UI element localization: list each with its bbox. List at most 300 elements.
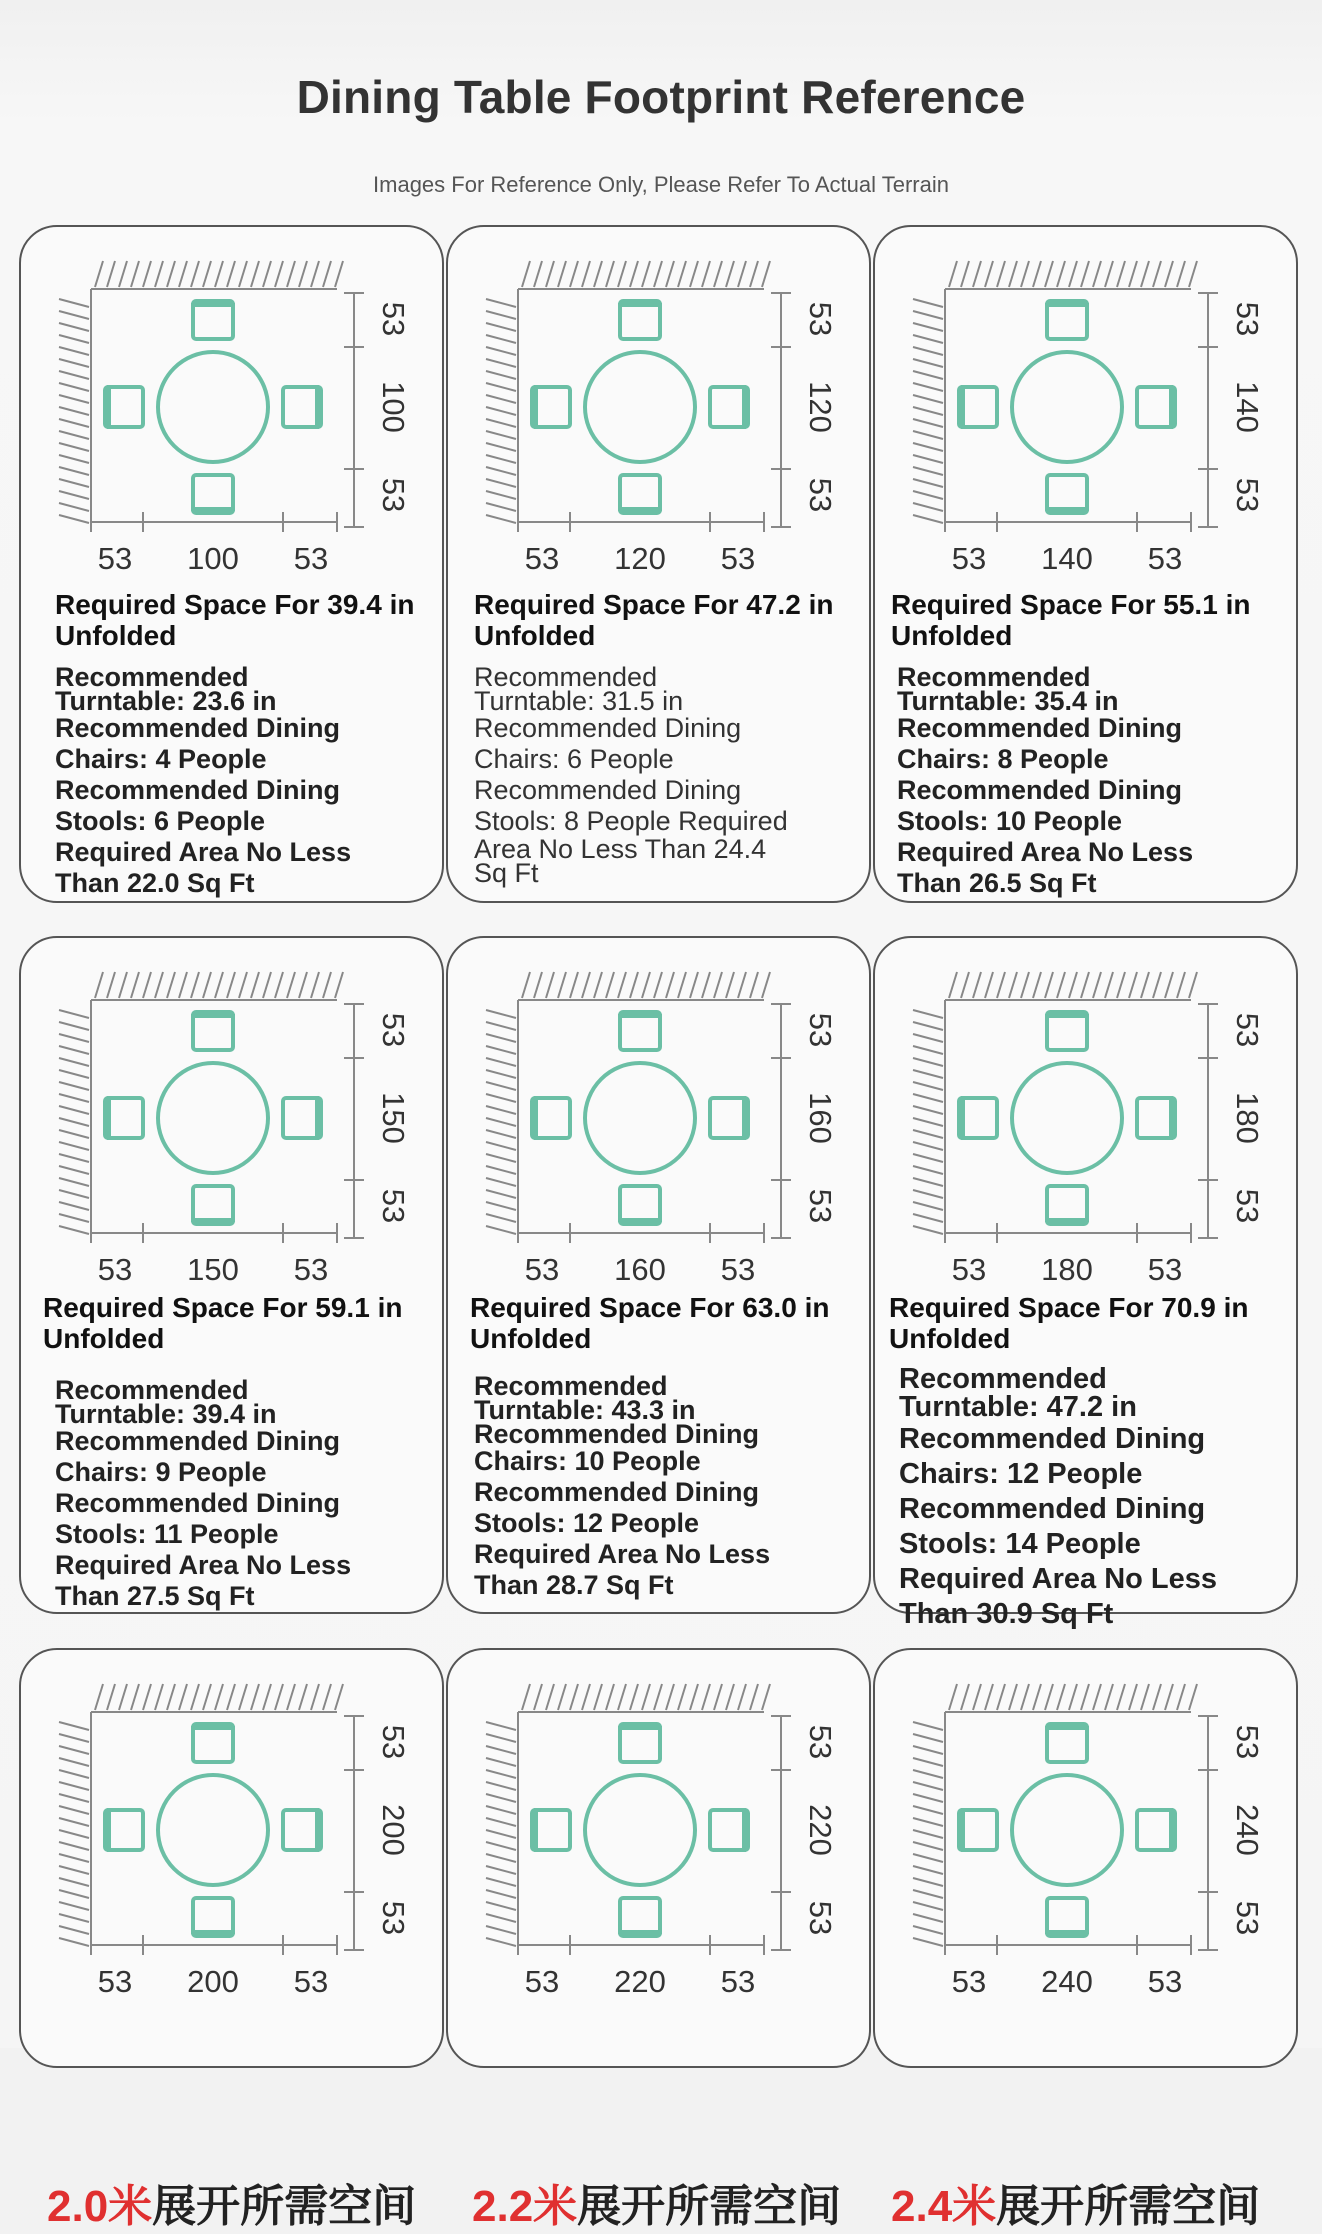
hatch-mark [143,261,151,287]
hatch-mark [263,1684,271,1710]
hatch-mark [486,1794,516,1802]
hatch-mark [1069,972,1077,998]
hatch-mark [486,491,516,499]
hatch-mark [913,455,943,463]
hatch-mark [690,261,698,287]
hatch-mark [997,972,1005,998]
hatch-mark [251,1684,259,1710]
dimension-label: 53 [720,1252,756,1287]
hatch-mark [59,1770,89,1778]
hatch-mark [1177,972,1185,998]
dimension-label: 53 [720,1964,756,1999]
hatch-mark [738,972,746,998]
hatch-mark [913,1866,943,1874]
hatch-mark [251,972,259,998]
hatch-mark [131,972,139,998]
hatch-mark [1141,1684,1149,1710]
dimension-label: 53 [1147,1252,1183,1287]
dimension-label: 53 [376,1724,411,1760]
hatch-mark [155,1684,163,1710]
hatch-mark [191,972,199,998]
dimension-label: 220 [803,1804,838,1856]
dimension-label: 53 [803,1724,838,1760]
table-layout-diagram [21,1650,446,2010]
detail-line: Required Area No Less [897,837,1194,867]
hatch-mark [486,503,516,511]
hatch-mark [1105,1684,1113,1710]
hatch-mark [95,972,103,998]
hatch-mark [59,1722,89,1730]
hatch-mark [522,972,530,998]
hatch-mark [654,1684,662,1710]
hatch-mark [1165,972,1173,998]
caption-text: 展开所需空间 [577,2182,842,2231]
table-layout-diagram [448,227,873,587]
card-heading: Required Space For 55.1 in Unfolded [891,589,1251,651]
hatch-mark [59,1926,89,1934]
hatch-mark [323,972,331,998]
hatch-mark [95,1684,103,1710]
hatch-mark [59,1142,89,1150]
hatch-mark [59,1782,89,1790]
dimension-vertical [344,1004,411,1238]
hatch-mark [1045,972,1053,998]
hatch-mark [59,431,89,439]
hatch-mark [594,1684,602,1710]
dimension-label: 53 [803,1188,838,1224]
hatch-mark [239,972,247,998]
hatch-mark [1117,972,1125,998]
hatch-mark [486,311,516,319]
hatch-mark [949,972,957,998]
hatch-mark [486,1022,516,1030]
detail-line: Required Area No Less [474,1539,771,1569]
hatch-mark [59,1842,89,1850]
hatch-mark [59,335,89,343]
unfold-space-caption [891,2170,1260,2234]
hatch-mark [582,1684,590,1710]
detail-line: Recommended [474,662,658,692]
hatch-mark [227,1684,235,1710]
hatch-mark [59,1734,89,1742]
hatch-mark [630,972,638,998]
hatch-mark [1189,972,1197,998]
hatch-mark [738,261,746,287]
card-heading: Required Space For 39.4 in Unfolded [55,589,415,651]
hatch-mark [666,972,674,998]
hatch-mark [913,335,943,343]
hatch-mark [486,1094,516,1102]
dimension-label: 140 [1041,541,1093,576]
hatch-mark [1177,261,1185,287]
hatch-mark [1105,972,1113,998]
dimension-horizontal [945,1223,1191,1287]
card-size-120 [446,225,871,903]
hatch-mark [654,261,662,287]
dimension-label: 240 [1041,1964,1093,1999]
hatch-mark [59,1866,89,1874]
hatch-mark [913,1034,943,1042]
hatch-mark [486,1190,516,1198]
detail-line: Sq Ft [474,858,539,888]
hatch-mark [961,1684,969,1710]
hatch-mark [913,1178,943,1186]
hatch-mark [913,1082,943,1090]
detail-line: Than 26.5 Sq Ft [897,868,1097,898]
dimension-horizontal [91,512,337,576]
hatch-mark [1093,972,1101,998]
hatch-mark [486,335,516,343]
detail-line: Area No Less Than 24.4 [474,834,767,864]
hatch-mark [913,1746,943,1754]
hatch-mark [486,1130,516,1138]
hatch-mark [1081,972,1089,998]
dimension-label: 53 [1230,1724,1265,1760]
hatch-mark [263,261,271,287]
page-title: Dining Table Footprint Reference [296,71,1026,123]
hatch-mark [486,479,516,487]
hatch-mark [913,1854,943,1862]
hatch-mark [119,972,127,998]
hatch-mark [486,1722,516,1730]
hatch-mark [59,395,89,403]
hatch-mark [642,261,650,287]
hatch-mark [131,1684,139,1710]
dimension-label: 180 [1041,1252,1093,1287]
hatch-mark [486,1938,516,1946]
hatch-mark [486,467,516,475]
hatch-mark [486,515,516,523]
hatch-mark [913,383,943,391]
hatch-mark [913,1130,943,1138]
dimension-label: 53 [720,541,756,576]
dimension-label: 120 [803,381,838,433]
dimension-label: 53 [803,1012,838,1048]
hatch-mark [961,972,969,998]
unfold-space-caption [472,2170,841,2234]
hatch-mark [973,1684,981,1710]
hatch-mark [1021,261,1029,287]
hatch-mark [913,1214,943,1222]
hatch-mark [913,1878,943,1886]
hatch-mark [913,371,943,379]
dimension-label: 53 [97,1252,133,1287]
card-heading: Required Space For 70.9 in Unfolded [889,1292,1249,1354]
hatch-mark [239,1684,247,1710]
card-size-180 [873,936,1298,1630]
hatch-mark [913,443,943,451]
dimension-label: 53 [376,477,411,513]
dimension-label: 150 [376,1092,411,1144]
card-details [899,1363,1269,1632]
dimension-label: 53 [803,477,838,513]
dimension-vertical [344,293,411,527]
hatch-mark [913,1154,943,1162]
hatch-mark [486,1154,516,1162]
hatch-mark [59,1890,89,1898]
hatch-mark [227,972,235,998]
hatch-mark [913,311,943,319]
hatch-mark [486,1178,516,1186]
detail-line: Recommended Dining [474,775,742,805]
dimension-label: 53 [376,1900,411,1936]
hatch-mark [287,261,295,287]
hatch-mark [119,1684,127,1710]
table-layout-diagram [448,938,873,1298]
hatch-mark [913,1070,943,1078]
hatch-mark [107,972,115,998]
hatch-mark [973,261,981,287]
dimension-label: 53 [524,541,560,576]
detail-line: Recommended Dining [474,713,742,743]
hatch-mark [913,1830,943,1838]
hatch-mark [1153,972,1161,998]
hatch-mark [913,1166,943,1174]
hatch-mark [59,1214,89,1222]
detail-line: Required Area No Less [55,1550,352,1580]
dimension-horizontal [945,1935,1191,1999]
hatch-mark [1105,261,1113,287]
hatch-mark [1033,972,1041,998]
dimension-label: 53 [376,1012,411,1048]
hatch-mark [155,261,163,287]
detail-line: Stools: 6 People [55,806,266,836]
hatch-mark [913,1094,943,1102]
hatch-mark [486,1770,516,1778]
hatch-mark [215,261,223,287]
hatch-mark [486,383,516,391]
hatch-mark [486,371,516,379]
hatch-mark [275,1684,283,1710]
hatch-mark [678,1684,686,1710]
hatch-mark [618,1684,626,1710]
hatch-mark [594,972,602,998]
hatch-mark [335,261,343,287]
dimension-horizontal [91,1935,337,1999]
hatch-mark [203,1684,211,1710]
hatch-mark [618,972,626,998]
hatch-mark [606,261,614,287]
hatch-mark [486,1854,516,1862]
detail-line: Chairs: 12 People [899,1458,1143,1490]
unfold-space-caption [47,2170,416,2234]
hatch-mark [913,1118,943,1126]
hatch-mark [59,1082,89,1090]
dimension-horizontal [91,1223,337,1287]
card-details [474,1371,844,1601]
dimension-label: 53 [1230,1012,1265,1048]
hatch-mark [985,261,993,287]
hatch-mark [642,1684,650,1710]
hatch-mark [287,1684,295,1710]
hatch-mark [522,261,530,287]
hatch-mark [486,1746,516,1754]
hatch-mark [143,972,151,998]
hatch-mark [570,972,578,998]
dimension-vertical [771,1004,838,1238]
hatch-mark [59,1938,89,1946]
hatch-mark [762,1684,770,1710]
hatch-mark [702,972,710,998]
detail-line: Turntable: 35.4 in [897,686,1119,716]
detail-line: Recommended Dining [899,1423,1206,1455]
dimension-label: 53 [803,1900,838,1936]
hatch-mark [702,261,710,287]
hatch-mark [263,972,271,998]
hatch-mark [702,1684,710,1710]
hatch-mark [913,1142,943,1150]
dimension-vertical [771,293,838,527]
dimension-label: 53 [951,541,987,576]
hatch-mark [59,1830,89,1838]
caption-text: 展开所需空间 [996,2182,1261,2231]
hatch-mark [95,261,103,287]
hatch-mark [299,972,307,998]
hatch-mark [59,515,89,523]
hatch-mark [59,299,89,307]
hatch-mark [913,1842,943,1850]
detail-line: Turntable: 39.4 in [55,1399,277,1429]
hatch-mark [1069,1684,1077,1710]
hatch-mark [913,1770,943,1778]
hatch-mark [59,1130,89,1138]
hatch-mark [1177,1684,1185,1710]
hatch-mark [973,972,981,998]
hatch-mark [762,972,770,998]
hatch-mark [59,371,89,379]
dimension-vertical [344,1716,411,1950]
hatch-mark [1033,1684,1041,1710]
table-circle [1012,352,1122,462]
hatch-mark [750,1684,758,1710]
detail-line: Recommended [55,1375,249,1405]
hatch-mark [750,972,758,998]
hatch-mark [750,261,758,287]
hatch-mark [913,1022,943,1030]
caption-size: 2.4米 [891,2182,997,2231]
hatch-mark [335,972,343,998]
dimension-label: 160 [614,1252,666,1287]
hatch-mark [961,261,969,287]
dimension-horizontal [945,512,1191,576]
table-layout-diagram [448,1650,873,2010]
card-heading: Required Space For 59.1 in Unfolded [43,1292,403,1354]
table-layout-diagram [21,938,446,1298]
detail-line: Chairs: 4 People [55,744,267,774]
hatch-mark [299,1684,307,1710]
dimension-label: 150 [187,1252,239,1287]
detail-line: Recommended Dining [55,775,341,805]
detail-line: Turntable: 47.2 in [899,1391,1137,1423]
dimension-label: 53 [376,1188,411,1224]
caption-size: 2.0米 [47,2182,153,2231]
hatch-mark [606,1684,614,1710]
card-size-160 [446,936,871,1614]
hatch-mark [59,1154,89,1162]
hatch-mark [311,261,319,287]
hatch-mark [59,407,89,415]
dimension-label: 53 [524,1252,560,1287]
hatch-mark [191,1684,199,1710]
detail-line: Recommended [897,662,1091,692]
hatch-mark [997,261,1005,287]
card-size-100 [19,225,444,903]
hatch-mark [1009,261,1017,287]
detail-line: Recommended [474,1371,668,1401]
hatch-mark [59,1046,89,1054]
hatch-mark [582,972,590,998]
hatch-mark [486,1830,516,1838]
detail-line: Chairs: 6 People [474,744,674,774]
hatch-mark [1045,261,1053,287]
hatch-mark [913,503,943,511]
detail-line: Recommended Dining [897,775,1183,805]
hatch-mark [690,972,698,998]
hatch-mark [59,419,89,427]
detail-line: Turntable: 31.5 in [474,686,684,716]
hatch-mark [913,1226,943,1234]
hatch-mark [1129,261,1137,287]
hatch-mark [1153,1684,1161,1710]
hatch-mark [913,1722,943,1730]
card-size-150 [19,936,444,1614]
hatch-mark [486,407,516,415]
hatch-mark [913,1058,943,1066]
hatch-mark [486,419,516,427]
dimension-label: 200 [376,1804,411,1856]
hatch-mark [59,1106,89,1114]
hatch-mark [59,467,89,475]
detail-line: Turntable: 43.3 in [474,1395,696,1425]
hatch-mark [275,972,283,998]
hatch-mark [486,1914,516,1922]
hatch-mark [59,1058,89,1066]
hatch-mark [486,1202,516,1210]
table-layout-diagram [875,1650,1300,2010]
hatch-mark [618,261,626,287]
dimension-label: 53 [376,301,411,337]
card-heading: Required Space For 47.2 in Unfolded [474,589,834,651]
table-circle [158,352,268,462]
hatch-mark [179,1684,187,1710]
hatch-mark [59,1806,89,1814]
hatch-mark [1165,1684,1173,1710]
detail-line: Required Area No Less [55,837,352,867]
hatch-mark [107,1684,115,1710]
hatch-mark [486,1070,516,1078]
table-layout-diagram [21,227,446,587]
hatch-mark [167,261,175,287]
hatch-mark [1057,972,1065,998]
dimension-label: 53 [293,541,329,576]
hatch-mark [486,1878,516,1886]
hatch-mark [546,261,554,287]
hatch-mark [486,1118,516,1126]
hatch-mark [582,261,590,287]
table-circle [1012,1063,1122,1173]
dimension-label: 100 [187,541,239,576]
hatch-mark [1129,972,1137,998]
hatch-mark [59,1190,89,1198]
hatch-mark [726,972,734,998]
hatch-mark [59,491,89,499]
hatch-mark [486,1010,516,1018]
hatch-mark [1069,261,1077,287]
hatch-mark [227,261,235,287]
hatch-mark [678,261,686,287]
hatch-mark [131,261,139,287]
hatch-mark [949,261,957,287]
